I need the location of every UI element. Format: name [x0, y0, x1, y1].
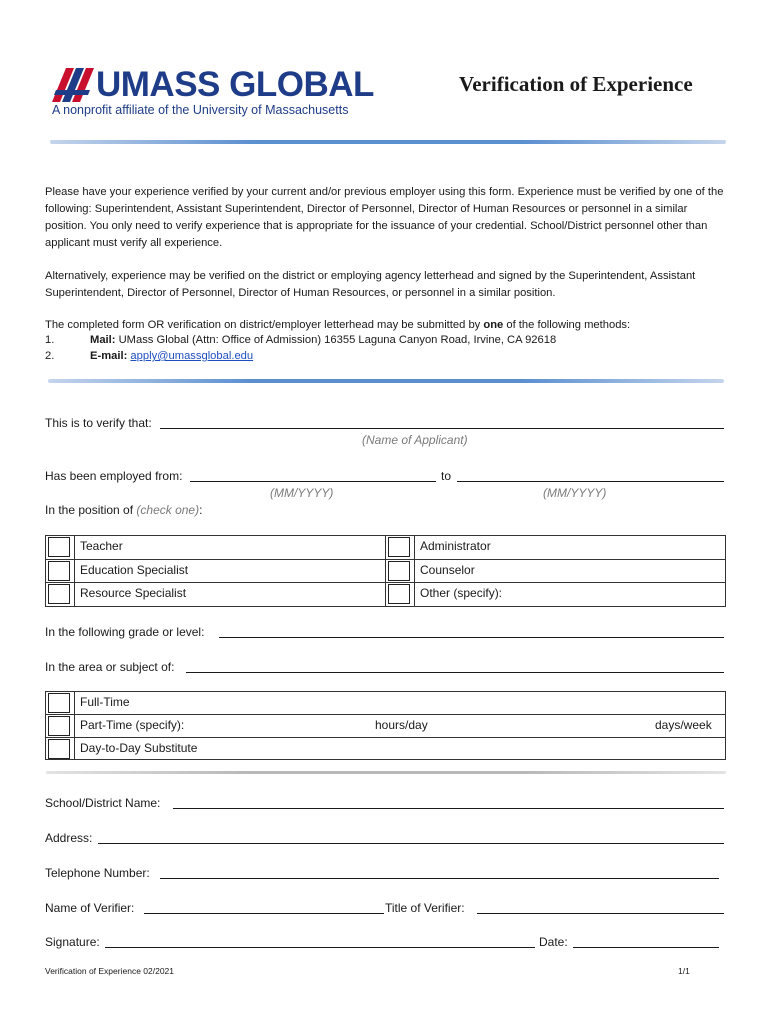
- days-per-week-label: days/week: [655, 718, 712, 732]
- position-option: Resource Specialist: [80, 586, 187, 600]
- footer-page-number: 1/1: [678, 966, 690, 976]
- phone-label: Telephone Number:: [45, 866, 150, 880]
- methods-intro-emphasis: one: [483, 319, 504, 331]
- from-date-hint: (MM/YYYY): [270, 486, 334, 500]
- method-label: E-mail:: [90, 350, 128, 362]
- substitute-checkbox[interactable]: [48, 739, 70, 759]
- employment-option: Day-to-Day Substitute: [80, 741, 198, 755]
- verifier-label: Name of Verifier:: [45, 901, 135, 915]
- hours-per-day-label: hours/day: [375, 718, 428, 732]
- verify-label: This is to verify that:: [45, 416, 152, 430]
- date-label: Date:: [539, 935, 568, 949]
- teacher-checkbox[interactable]: [48, 537, 70, 557]
- position-option: Administrator: [420, 539, 491, 553]
- school-name-field[interactable]: [173, 808, 724, 809]
- method-email: [45, 348, 253, 365]
- position-colon: :: [199, 503, 203, 517]
- part-time-checkbox[interactable]: [48, 716, 70, 736]
- resource-specialist-checkbox[interactable]: [48, 584, 70, 604]
- position-option: Counselor: [420, 563, 475, 577]
- address-label: Address:: [45, 831, 93, 845]
- address-field[interactable]: [98, 843, 724, 844]
- position-hint: (check one): [136, 503, 200, 517]
- methods-intro-text: The completed form OR verification on district/employer letterhead may be submitted by: [45, 319, 484, 331]
- method-number: 1.: [45, 334, 55, 346]
- employment-option: Part-Time (specify):: [80, 718, 185, 732]
- umass-logo-mark-icon: [52, 68, 94, 102]
- umass-global-logo: [52, 66, 397, 122]
- position-table-row-divider: [45, 582, 726, 583]
- phone-field[interactable]: [160, 878, 719, 879]
- school-label: School/District Name:: [45, 796, 161, 810]
- intro-divider: [48, 379, 724, 383]
- employment-table-row-divider: [45, 737, 726, 738]
- applicant-name-field[interactable]: [160, 428, 724, 429]
- grade-field[interactable]: [219, 637, 724, 638]
- verifier-title-label: Title of Verifier:: [385, 901, 465, 915]
- logo-name: UMASS GLOBAL: [96, 65, 374, 104]
- position-option: Education Specialist: [80, 563, 189, 577]
- signature-label: Signature:: [45, 935, 100, 949]
- employment-option: Full-Time: [80, 695, 130, 709]
- section-divider: [46, 771, 726, 774]
- subject-field[interactable]: [186, 672, 724, 673]
- education-specialist-checkbox[interactable]: [48, 561, 70, 581]
- signature-field[interactable]: [105, 947, 535, 948]
- employed-from-field[interactable]: [190, 481, 436, 482]
- method-number: 2.: [45, 350, 55, 362]
- email-link[interactable]: apply@umassglobal.edu: [130, 350, 254, 362]
- header-divider: [50, 140, 726, 144]
- position-table-divider: [385, 535, 386, 607]
- position-label-text: In the position of: [45, 503, 137, 517]
- footer-form-version: Verification of Experience 02/2021: [45, 966, 175, 976]
- applicant-hint: (Name of Applicant): [362, 433, 468, 447]
- employment-table-divider: [74, 691, 75, 760]
- method-text: UMass Global (Attn: Office of Admission) 16355 Laguna Canyon Road, Irvine, CA 92618: [115, 334, 557, 346]
- position-option: Other (specify):: [420, 586, 503, 600]
- other-checkbox[interactable]: [388, 584, 410, 604]
- grade-label: In the following grade or level:: [45, 625, 205, 639]
- logo-tagline: A nonprofit affiliate of the University of Massachusetts: [52, 103, 349, 117]
- intro-paragraph-2: Alternatively, experience may be verified on the district or employing agency letterhead and signed by the Superintendent, Assistant Superintendent, Director of Personnel, Director of Human Resources, or personnel in a similar position.: [45, 270, 696, 299]
- employment-table-row-divider: [45, 714, 726, 715]
- position-option: Teacher: [80, 539, 123, 553]
- position-table-row-divider: [45, 559, 726, 560]
- verifier-title-field[interactable]: [477, 913, 724, 914]
- page-title: Verification of Experience: [459, 72, 693, 96]
- position-table-divider: [74, 535, 75, 607]
- counselor-checkbox[interactable]: [388, 561, 410, 581]
- administrator-checkbox[interactable]: [388, 537, 410, 557]
- position-label: [45, 503, 202, 517]
- verifier-name-field[interactable]: [144, 913, 384, 914]
- methods-intro-tail: of the following methods:: [503, 319, 631, 331]
- employed-to-field[interactable]: [457, 481, 724, 482]
- method-label: Mail:: [90, 334, 116, 346]
- intro-paragraph-1: Please have your experience verified by your current and/or previous employer using this form. Experience must be verified by one of the following: Superintendent, Assistant Superintendent, Director of Personnel, Director of Human Resources or personnel in a similar position. You only need to verify experience that is appropriate for the issuance of your credential. School/District personnel other than applicant must verify all experience.: [45, 186, 724, 249]
- subject-label: In the area or subject of:: [45, 660, 175, 674]
- full-time-checkbox[interactable]: [48, 693, 70, 713]
- date-field[interactable]: [573, 947, 719, 948]
- method-mail: [45, 332, 556, 349]
- to-label: to: [441, 469, 452, 483]
- employed-label: Has been employed from:: [45, 469, 183, 483]
- position-table-divider: [414, 535, 415, 607]
- to-date-hint: (MM/YYYY): [543, 486, 607, 500]
